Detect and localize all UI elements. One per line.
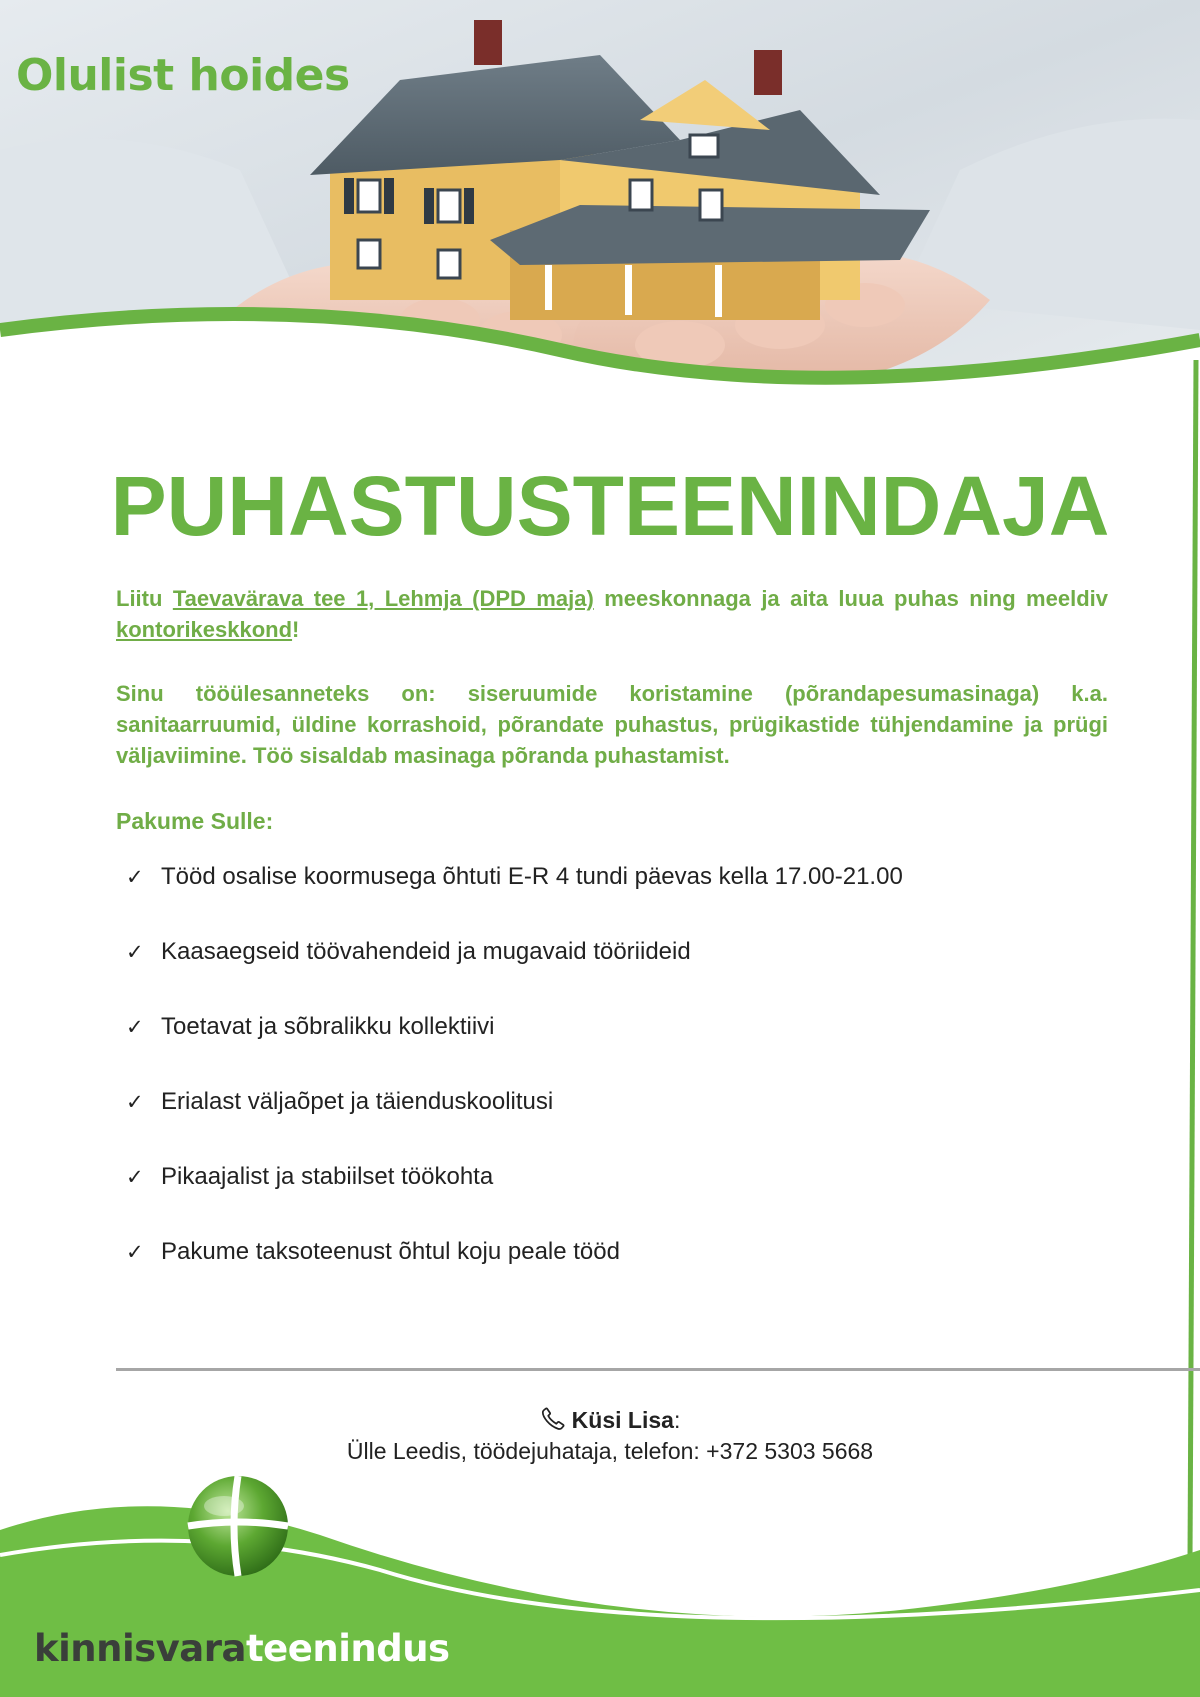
benefit-item — [126, 1087, 903, 1117]
checkmark-icon: ✓ — [126, 1090, 144, 1114]
intro-prefix: Liitu — [116, 586, 173, 611]
benefit-text: Tööd osalise koormusega õhtuti E-R 4 tundi päevas kella 17.00-21.00 — [161, 863, 903, 890]
benefit-text: Pikaajalist ja stabiilset töökohta — [161, 1163, 494, 1190]
benefit-item — [126, 1012, 903, 1042]
checkmark-icon: ✓ — [126, 940, 144, 964]
benefit-text: Kaasaegseid töövahendeid ja mugavaid tööriideid — [161, 938, 691, 965]
job-title: PUHASTUSTEENINDAJA — [110, 459, 1110, 553]
benefit-text: Toetavat ja sõbralikku kollektiivi — [161, 1013, 495, 1040]
intro-paragraph — [116, 583, 1108, 645]
checkmark-icon: ✓ — [126, 1240, 144, 1264]
benefits-list — [126, 862, 903, 1312]
benefit-text: Erialast väljaõpet ja täienduskoolitusi — [161, 1088, 554, 1115]
logo-part-kinnisvara: kinnisvara — [34, 1627, 246, 1670]
benefit-item — [126, 862, 903, 892]
intro-suffix: ! — [292, 617, 300, 642]
checkmark-icon: ✓ — [126, 865, 144, 889]
contact-details[interactable]: Ülle Leedis, töödejuhataja, telefon: +372 5303 5668 — [346, 1438, 874, 1464]
offer-heading: Pakume Sulle: — [116, 808, 274, 834]
globe-logo-icon — [188, 1476, 288, 1576]
phone-icon — [540, 1406, 566, 1432]
intro-middle: meeskonnaga ja aita luua puhas ning meeldiv — [593, 586, 1108, 611]
location-link[interactable]: Taevavärava tee 1, Lehmja (DPD maja) — [172, 586, 594, 611]
logo-part-teenindus: teenindus — [245, 1627, 450, 1670]
benefit-item — [126, 937, 903, 967]
contact-heading — [250, 1405, 970, 1436]
office-environment-link[interactable]: kontorikeskkond — [116, 617, 293, 642]
checkmark-icon: ✓ — [126, 1165, 144, 1189]
benefit-item — [126, 1237, 903, 1267]
company-logo — [34, 1627, 450, 1670]
contact-colon: : — [673, 1407, 681, 1433]
contact-label: Küsi Lisa — [571, 1407, 674, 1433]
checkmark-icon: ✓ — [126, 1015, 144, 1039]
duties-paragraph: Sinu tööülesanneteks on: siseruumide koristamine (põrandapesumasinaga) k.a. sanitaarruumid, üldine korrashoid, põrandate puhastus, prügikastide tühjendamine ja prügi väljaviimine. Töö sisaldab masinaga põranda puhastamist. — [116, 681, 1108, 768]
benefit-text: Pakume taksoteenust õhtul koju peale tööd — [161, 1238, 620, 1265]
benefit-item — [126, 1162, 903, 1192]
tagline: Olulist hoides — [16, 50, 350, 101]
section-divider — [116, 1368, 1200, 1371]
